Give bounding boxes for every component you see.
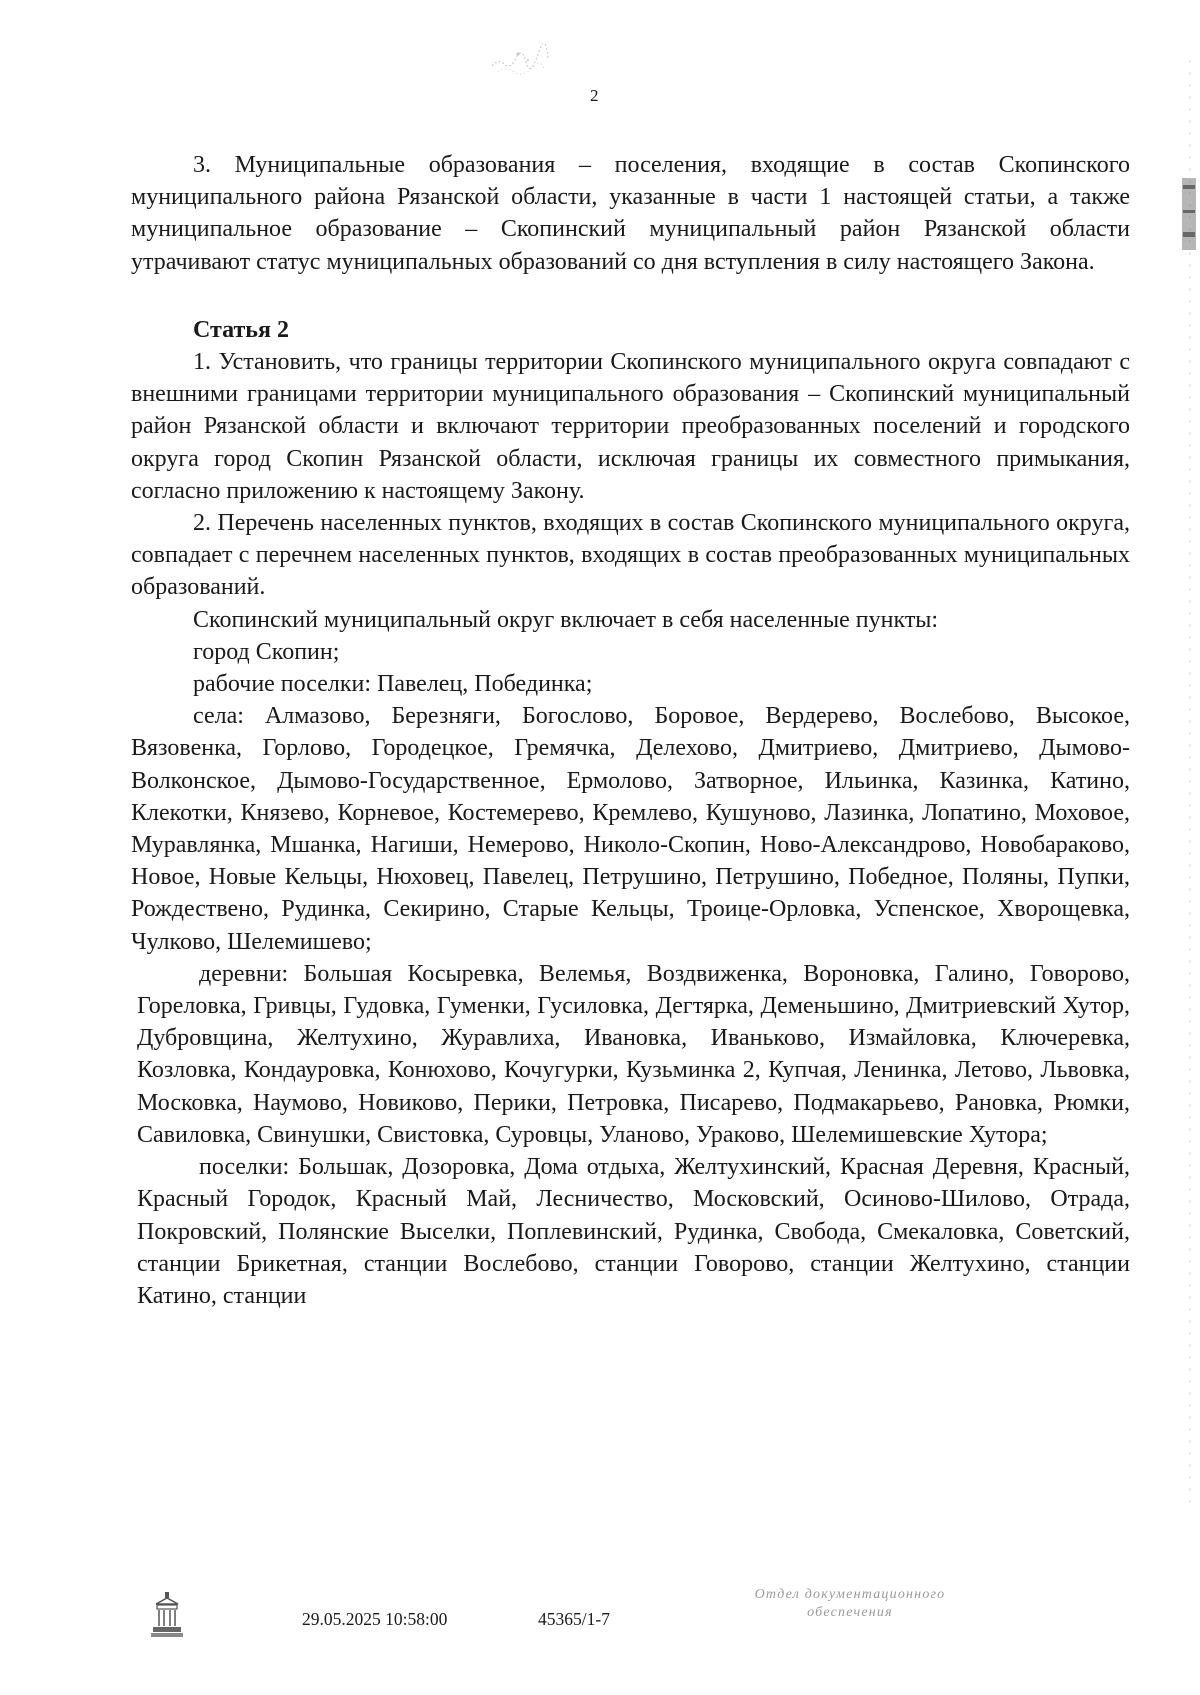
department-stamp: [700, 1586, 1000, 1622]
stamp-line-1: Отдел документационного: [754, 1587, 946, 1602]
page-number: 2: [590, 86, 599, 105]
hamlets-paragraph: деревни: Большая Косыревка, Велемья, Воздвиженка, Вороновка, Галино, Говорово, Гореловка, Гривцы, Гудовка, Гуменки, Гусиловка, Дегтярка, Деменьшино, Дмитриевский Хутор, Дубровщина, Желтухино, Журавлиха, Ивановка, Иваньково, Измайловка, Ключеревка, Козловка, Кондауровка, Конюхово, Кочугурки, Кузьминка 2, Купчая, Ленинка, Летово, Львовка, Московка, Наумово, Новиково, Перики, Петровка, Писарево, Подмакарьево, Рановка, Рюмки, Савиловка, Свинушки, Свистовка, Суровцы, Уланово, Ураково, Шелемишевские Хутора;: [137, 960, 1130, 1148]
villages-paragraph: села: Алмазово, Березняги, Богослово, Боровое, Вердерево, Вослебово, Высокое, Вязовенка, Горлово, Городецкое, Гремячка, Делехово, Дмитриево, Дмитриево, Дымово-Волконское, Дымово-Государственное, Ермолово, Затворное, Ильинка, Казинка, Катино, Клекотки, Князево, Корневое, Костемерево, Кремлево, Кушуново, Лазинка, Лопатино, Моховое, Муравлянка, Мшанка, Нагиши, Немерово, Николо-Скопин, Ново-Александрово, Новобараково, Новое, Новые Кельцы, Нюховец, Павелец, Петрушино, Петрушино, Победное, Поляны, Пупки, Рождествено, Рудинка, Секирино, Старые Кельцы, Троице-Орловка, Успенское, Хворощевка, Чулково, Шелемишево;: [131, 703, 1130, 955]
scan-edge-marks: [1178, 60, 1198, 1510]
article-2-paragraph-2: 2. Перечень населенных пунктов, входящих в состав Скопинского муниципального округа, совпадает с перечнем населенных пунктов, входящих в состав преобразованных муниципальных образований.: [131, 510, 1130, 601]
section-3-paragraph: 3. Муниципальные образования – поселения, входящие в состав Скопинского муниципального района Рязанской области, указанные в части 1 настоящей статьи, а также муниципальное образование – Скопинский муниципальный район Рязанской области утрачивают статус муниципальных образований со дня вступления в силу настоящего Закона.: [131, 152, 1130, 275]
settlements-intro: Скопинский муниципальный округ включает в себя населенные пункты:: [193, 606, 939, 633]
document-code: 45365/1-7: [538, 1609, 610, 1629]
article-heading: Статья 2: [193, 316, 289, 343]
scan-smudge: [488, 44, 552, 78]
timestamp: 29.05.2025 10:58:00: [302, 1609, 448, 1629]
city-line: город Скопин;: [193, 638, 340, 665]
document-body: [131, 149, 1130, 1312]
page-footer: [0, 1580, 1200, 1660]
work-settlements-line: рабочие поселки: Павелец, Побединка;: [193, 671, 593, 698]
emblem-icon: [148, 1590, 186, 1640]
stamp-line-2: обеспечения: [807, 1605, 893, 1620]
settlements-paragraph: поселки: Большак, Дозоровка, Дома отдыха, Желтухинский, Красная Деревня, Красный, Красный Городок, Красный Май, Лесничество, Московский, Осиново-Шилово, Отрада, Покровский, Полянские Выселки, Поплевинский, Рудинка, Свобода, Смекаловка, Советский, станции Брикетная, станции Вослебово, станции Говорово, станции Желтухино, станции Катино, станции: [137, 1154, 1130, 1309]
article-2-paragraph-1: 1. Установить, что границы территории Скопинского муниципального округа совпадают с внешними границами территории муниципального образования – Скопинский муниципальный район Рязанской области и включают территории преобразованных поселений и городского округа город Скопин Рязанской области, исключая границы их совместного примыкания, согласно приложению к настоящему Закону.: [131, 349, 1130, 504]
